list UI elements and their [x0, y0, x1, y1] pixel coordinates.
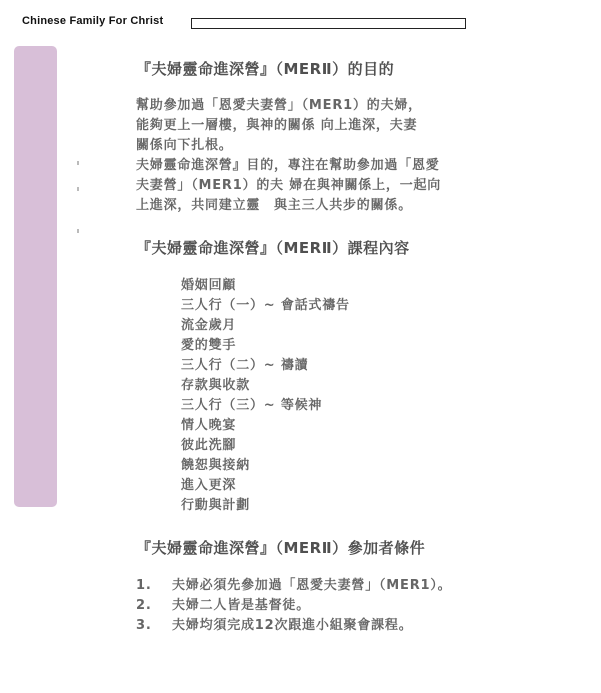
curriculum-item: 進入更深: [181, 478, 237, 493]
purpose-line: 夫妻營」（MER1）的夫 婦在與神關係上，一起向: [136, 178, 442, 193]
requirement-number: 1.: [136, 578, 152, 593]
decor-mark: [77, 229, 79, 233]
requirements-list: [136, 576, 451, 636]
curriculum-item: 饒恕與接納: [181, 458, 251, 473]
purpose-line: 夫婦靈命進深營』目的，專注在幫助參加過「恩愛: [136, 158, 440, 173]
requirement-item: [136, 616, 451, 636]
requirement-item: [136, 576, 451, 596]
curriculum-item: 流金歲月: [181, 318, 237, 333]
site-brand-title: Chinese Family For Christ: [22, 15, 164, 27]
top-input-bar[interactable]: [191, 18, 466, 29]
decor-mark: [77, 187, 79, 191]
curriculum-item: 行動與計劃: [181, 498, 251, 513]
curriculum-item: 彼此洗腳: [181, 438, 237, 453]
requirement-text: 夫婦必須先參加過「恩愛夫妻營」（MER1）。: [172, 578, 452, 593]
requirement-number: 2.: [136, 598, 152, 613]
purpose-line: 幫助參加過「恩愛夫妻營」（MER1）的夫婦，: [136, 98, 422, 113]
purpose-line: 能夠更上一層樓，與神的關係 向上進深，夫妻: [136, 118, 418, 133]
requirement-text: 夫婦均須完成12次跟進小組聚會課程。: [172, 618, 413, 633]
curriculum-item: 存款與收款: [181, 378, 251, 393]
decor-mark: [77, 161, 79, 165]
section-title-curriculum: 『夫婦靈命進深營』（MERⅡ）課程內容: [136, 239, 410, 257]
curriculum-item: 愛的雙手: [181, 338, 237, 353]
purpose-line: 上進深，共同建立靈 與主三人共步的關係。: [136, 198, 413, 213]
curriculum-item: 三人行（二）~ 禱讀: [181, 358, 309, 373]
curriculum-item: 婚姻回顧: [181, 278, 237, 293]
sidebar-panel: [14, 46, 57, 507]
curriculum-item: 情人晚宴: [181, 418, 237, 433]
curriculum-list: [181, 276, 350, 516]
requirement-number: 3.: [136, 618, 152, 633]
purpose-line: 關係向下扎根。: [136, 138, 233, 153]
curriculum-item: 三人行（一）~ 會話式禱告: [181, 298, 350, 313]
requirement-item: [136, 596, 451, 616]
section-title-purpose: 『夫婦靈命進深營』（MERⅡ）的目的: [136, 60, 395, 78]
section-title-requirements: 『夫婦靈命進深營』（MERⅡ）參加者條件: [136, 539, 426, 557]
curriculum-item: 三人行（三）~ 等候神: [181, 398, 323, 413]
requirement-text: 夫婦二人皆是基督徒。: [172, 598, 311, 613]
